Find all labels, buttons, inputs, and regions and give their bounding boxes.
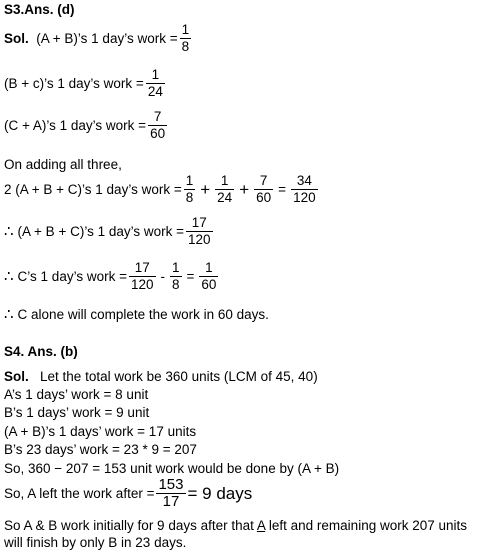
ab-work-label: (A + B)’s 1 day’s work = bbox=[36, 30, 178, 46]
fraction: $\frac{7}{60}$ bbox=[150, 109, 166, 141]
plus-sign: + bbox=[239, 179, 250, 199]
intro-text: Let the total work be 360 units (LCM of 45, 40) bbox=[40, 369, 318, 384]
s3-conclusion bbox=[4, 307, 269, 323]
b-work-text: B’s 1 days’ work = 9 unit bbox=[4, 405, 150, 420]
fraction: $\frac{1}{8}$ bbox=[172, 260, 180, 292]
final-text-a: So A & B work initially for 9 days after that bbox=[4, 518, 257, 533]
ca-work-label: (C + A)’s 1 day’s work = bbox=[4, 117, 147, 133]
s4-intro-line bbox=[4, 369, 318, 385]
equals-sign: = bbox=[186, 268, 195, 284]
s3-ca-line bbox=[4, 109, 169, 142]
fraction: $\frac{1}{60}$ bbox=[201, 260, 217, 292]
so-line-text: So, 360 − 207 = 153 unit work would be done by (A + B) bbox=[4, 461, 340, 476]
minus-sign: - bbox=[160, 268, 166, 284]
plus-sign: + bbox=[200, 179, 211, 199]
therefore-icon: ∴ bbox=[4, 267, 14, 285]
final-text-c: left and remaining work 207 units bbox=[265, 518, 468, 533]
left-label: So, A left the work after = bbox=[4, 485, 155, 501]
s3-ab-line bbox=[4, 22, 193, 55]
s3-sum-line bbox=[4, 173, 320, 206]
final-line-1 bbox=[4, 518, 467, 534]
s3-abc-line bbox=[4, 215, 215, 248]
sum-label: 2 (A + B + C)’s 1 day’s work = bbox=[4, 181, 182, 197]
conclusion-text: C alone will complete the work in 60 days. bbox=[17, 307, 269, 322]
fraction: $\frac{1}{24}$ bbox=[147, 67, 163, 99]
s4-left-line bbox=[4, 477, 252, 510]
fraction: $\frac{153}{17}$ bbox=[158, 476, 184, 510]
c-label: C’s 1 day’s work = bbox=[17, 268, 127, 284]
therefore-icon: ∴ bbox=[4, 222, 14, 240]
bc-work-label: (B + c)’s 1 day’s work = bbox=[4, 75, 144, 91]
s3-heading: S3.Ans. (d) bbox=[4, 2, 75, 17]
fraction: $\frac{1}{8}$ bbox=[185, 173, 194, 205]
left-result: = 9 days bbox=[187, 483, 253, 503]
abc-label: (A + B + C)’s 1 day’s work = bbox=[17, 223, 184, 239]
fraction: $\frac{34}{120}$ bbox=[293, 173, 316, 205]
fraction: $\frac{1}{8}$ bbox=[181, 22, 190, 54]
fraction: $\frac{1}{24}$ bbox=[217, 173, 233, 205]
fraction: $\frac{17}{120}$ bbox=[188, 215, 211, 247]
fraction: $\frac{17}{120}$ bbox=[130, 260, 154, 292]
s4-heading: S4. Ans. (b) bbox=[4, 344, 78, 359]
final-line-2: will finish by only B in 23 days. bbox=[4, 535, 187, 550]
equals-sign: = bbox=[278, 181, 287, 197]
ab-work-text: (A + B)’s 1 days’ work = 17 units bbox=[4, 424, 197, 439]
a-work-text: A’s 1 days’ work = 8 unit bbox=[4, 387, 149, 402]
b23-text: B’s 23 days’ work = 23 * 9 = 207 bbox=[4, 442, 197, 457]
therefore-icon: ∴ bbox=[4, 306, 14, 323]
s3-c-line bbox=[4, 260, 220, 293]
sol-label: Sol. bbox=[4, 369, 29, 384]
sol-label: Sol. bbox=[4, 30, 29, 46]
adding-text: On adding all three, bbox=[4, 157, 122, 172]
s3-bc-line bbox=[4, 67, 167, 100]
fraction: $\frac{7}{60}$ bbox=[256, 173, 272, 205]
final-text-b: A bbox=[256, 518, 266, 533]
